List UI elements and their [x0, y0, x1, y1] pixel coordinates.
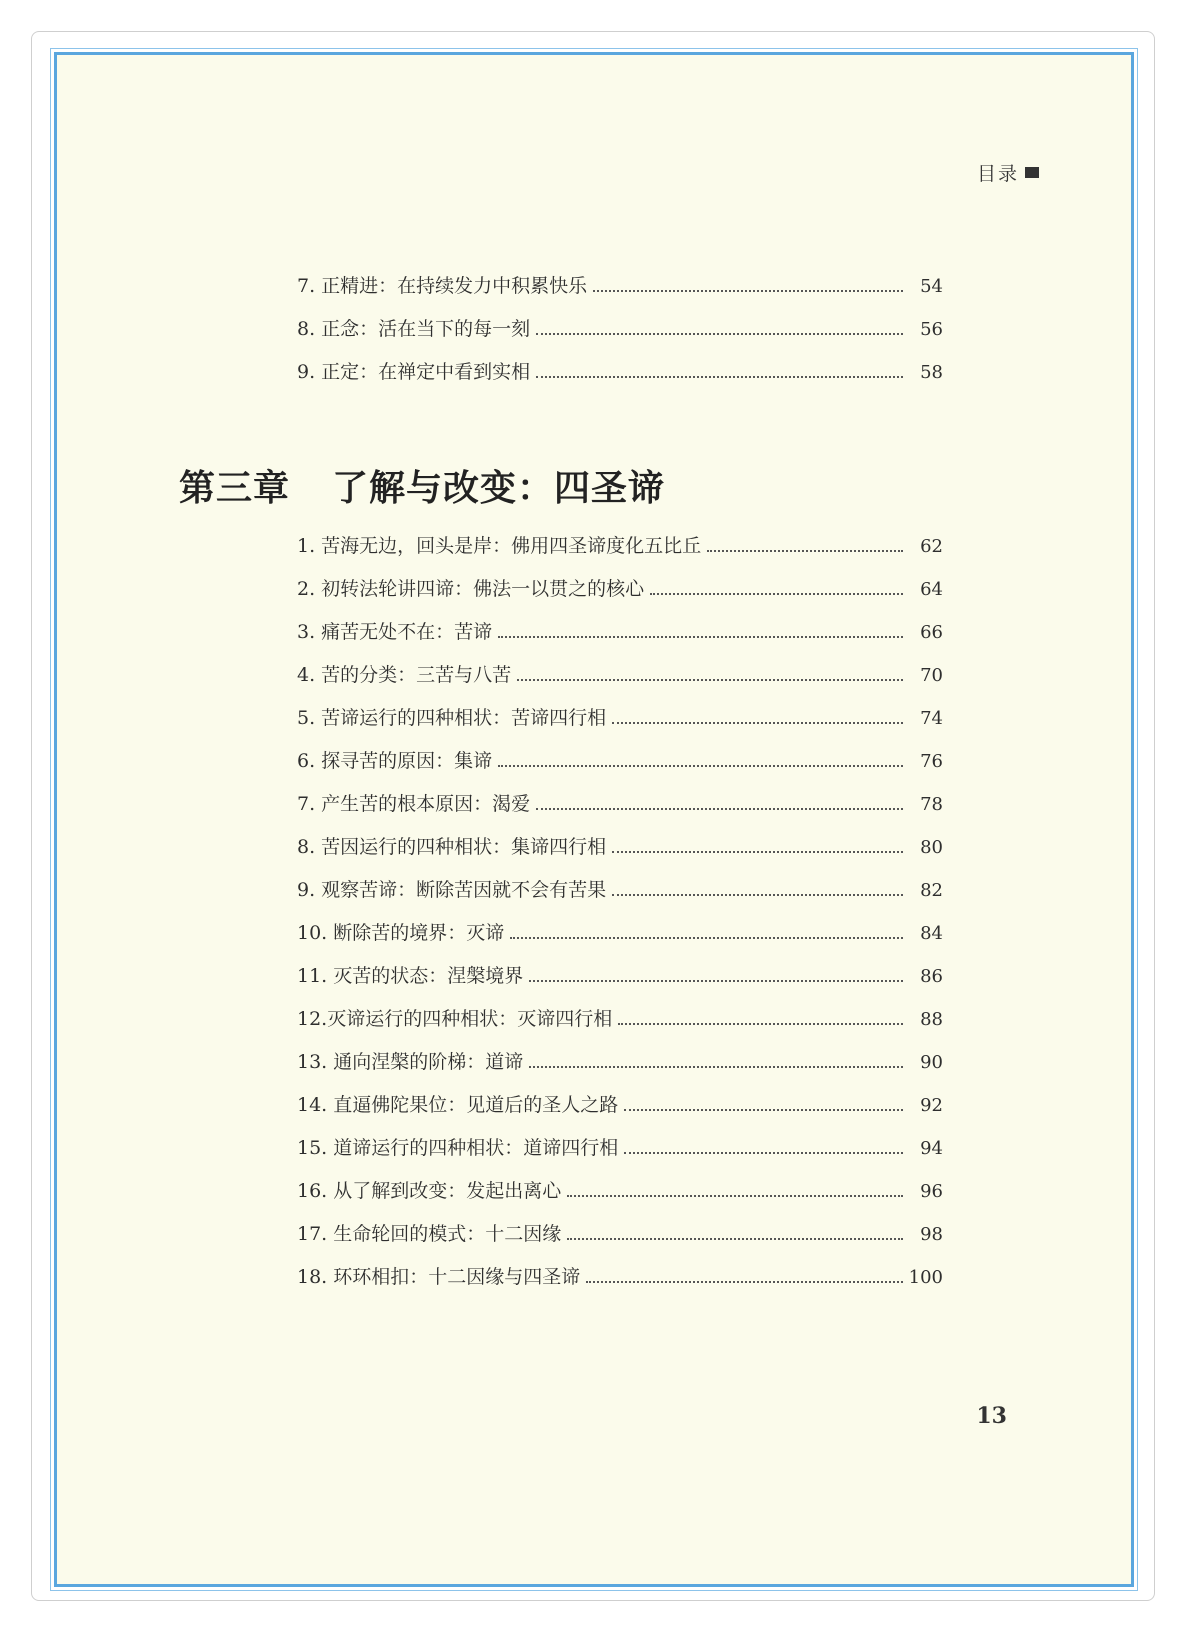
toc-entry-page: 54 — [920, 276, 943, 297]
dot-leader — [536, 333, 903, 335]
dot-leader — [529, 1066, 903, 1068]
toc-entry-title: 11. 灭苦的状态：涅槃境界 — [297, 965, 524, 987]
toc-entry-title: 9. 观察苦谛：断除苦因就不会有苦果 — [297, 879, 607, 901]
toc-entry[interactable] — [297, 869, 943, 912]
chapter-title: 了解与改变：四圣谛 — [332, 467, 666, 509]
toc-entry-title: 16. 从了解到改变：发起出离心 — [297, 1180, 562, 1202]
toc-entry-title: 3. 痛苦无处不在：苦谛 — [297, 621, 493, 643]
toc-entry-page: 74 — [920, 708, 943, 729]
toc-entry[interactable] — [297, 1213, 943, 1256]
toc-entry-page: 100 — [908, 1267, 943, 1288]
toc-entry[interactable] — [297, 783, 943, 826]
dot-leader — [510, 937, 903, 939]
toc-entry-page: 96 — [920, 1181, 943, 1202]
toc-entry-title: 8. 苦因运行的四种相状：集谛四行相 — [297, 836, 607, 858]
toc-entry-title: 1. 苦海无边，回头是岸：佛用四圣谛度化五比丘 — [297, 535, 702, 557]
toc-entry[interactable] — [297, 1170, 943, 1213]
toc-entry[interactable] — [297, 308, 943, 351]
toc-entry-page: 82 — [920, 880, 943, 901]
toc-entry-title: 2. 初转法轮讲四谛：佛法一以贯之的核心 — [297, 578, 645, 600]
book-page — [54, 52, 1134, 1587]
page-number: 13 — [976, 1403, 1007, 1429]
dot-leader — [517, 679, 903, 681]
toc-entry-title: 14. 直逼佛陀果位：见道后的圣人之路 — [297, 1094, 619, 1116]
toc-entry[interactable] — [297, 826, 943, 869]
dot-leader — [529, 980, 903, 982]
dot-leader — [650, 593, 903, 595]
toc-entry-page: 84 — [920, 923, 943, 944]
toc-entry-page: 70 — [920, 665, 943, 686]
toc-entry-title: 18. 环环相扣：十二因缘与四圣谛 — [297, 1266, 581, 1288]
dot-leader — [586, 1281, 903, 1283]
toc-entry[interactable] — [297, 1084, 943, 1127]
dot-leader — [567, 1238, 903, 1240]
dot-leader — [593, 290, 903, 292]
dot-leader — [498, 765, 903, 767]
toc-entry[interactable] — [297, 1041, 943, 1084]
toc-entry[interactable] — [297, 912, 943, 955]
dot-leader — [536, 808, 903, 810]
running-head — [977, 159, 1039, 186]
toc-list-previous-chapter — [297, 265, 943, 394]
toc-entry[interactable] — [297, 265, 943, 308]
toc-entry-page: 86 — [920, 966, 943, 987]
toc-entry-page: 56 — [920, 319, 943, 340]
toc-entry-page: 66 — [920, 622, 943, 643]
toc-entry-title: 7. 正精进：在持续发力中积累快乐 — [297, 275, 588, 297]
toc-entry-title: 17. 生命轮回的模式：十二因缘 — [297, 1223, 562, 1245]
toc-entry-title: 13. 通向涅槃的阶梯：道谛 — [297, 1051, 524, 1073]
toc-entry[interactable] — [297, 955, 943, 998]
toc-entry-title: 8. 正念：活在当下的每一刻 — [297, 318, 531, 340]
toc-entry-page: 64 — [920, 579, 943, 600]
toc-entry[interactable] — [297, 740, 943, 783]
toc-entry-title: 7. 产生苦的根本原因：渴爱 — [297, 793, 531, 815]
toc-entry-title: 10. 断除苦的境界：灭谛 — [297, 922, 505, 944]
toc-entry-title: 4. 苦的分类：三苦与八苦 — [297, 664, 512, 686]
dot-leader — [498, 636, 903, 638]
dot-leader — [612, 851, 903, 853]
toc-entry-page: 92 — [920, 1095, 943, 1116]
chapter-heading — [179, 460, 665, 511]
book-mark-icon — [1025, 167, 1039, 178]
toc-entry-title: 6. 探寻苦的原因：集谛 — [297, 750, 493, 772]
chapter-number: 第三章 — [179, 467, 291, 509]
dot-leader — [612, 894, 903, 896]
toc-entry-page: 94 — [920, 1138, 943, 1159]
dot-leader — [707, 550, 903, 552]
toc-entry[interactable] — [297, 1127, 943, 1170]
dot-leader — [567, 1195, 903, 1197]
toc-entry-title: 12.灭谛运行的四种相状：灭谛四行相 — [297, 1008, 613, 1030]
toc-entry-page: 58 — [920, 362, 943, 383]
dot-leader — [536, 376, 903, 378]
toc-entry-page: 78 — [920, 794, 943, 815]
toc-entry-title: 9. 正定：在禅定中看到实相 — [297, 361, 531, 383]
toc-entry-page: 62 — [920, 536, 943, 557]
toc-entry[interactable] — [297, 611, 943, 654]
toc-entry-page: 80 — [920, 837, 943, 858]
toc-entry[interactable] — [297, 654, 943, 697]
dot-leader — [624, 1152, 903, 1154]
toc-entry[interactable] — [297, 568, 943, 611]
dot-leader — [618, 1023, 903, 1025]
dot-leader — [612, 722, 903, 724]
toc-entry[interactable] — [297, 525, 943, 568]
dot-leader — [624, 1109, 903, 1111]
toc-entry-title: 5. 苦谛运行的四种相状：苦谛四行相 — [297, 707, 607, 729]
toc-list-chapter-three — [297, 525, 943, 1299]
toc-entry[interactable] — [297, 697, 943, 740]
toc-entry[interactable] — [297, 998, 943, 1041]
running-head-title: 目录 — [976, 163, 1019, 185]
toc-entry[interactable] — [297, 351, 943, 394]
toc-entry-page: 88 — [920, 1009, 943, 1030]
toc-entry-page: 76 — [920, 751, 943, 772]
toc-entry-page: 90 — [920, 1052, 943, 1073]
toc-entry-title: 15. 道谛运行的四种相状：道谛四行相 — [297, 1137, 619, 1159]
toc-entry[interactable] — [297, 1256, 943, 1299]
toc-entry-page: 98 — [920, 1224, 943, 1245]
